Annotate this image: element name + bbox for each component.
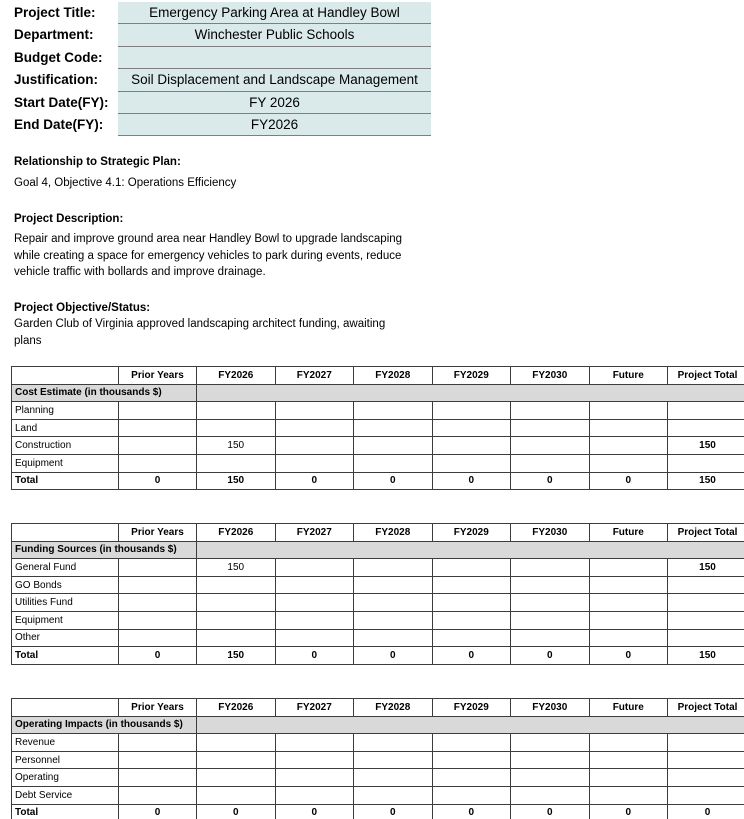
cell[interactable] [119,751,197,769]
cell[interactable] [119,454,197,472]
cell[interactable] [432,769,511,787]
cell[interactable] [354,786,433,804]
table-row [12,786,744,804]
row-label: Utilities Fund [12,594,119,612]
cell[interactable] [197,611,276,629]
table-row [12,454,744,472]
total-cell: 150 [197,472,276,490]
cell[interactable] [275,419,354,437]
cell[interactable] [511,559,590,577]
row-label: Other [12,629,119,647]
cell[interactable]: 150 [668,437,744,455]
project-title-value[interactable]: Emergency Parking Area at Handley Bowl [118,2,431,24]
cell[interactable] [275,454,354,472]
header-blank-cell [12,367,119,385]
column-header: Project Total [668,367,744,385]
cell[interactable] [275,559,354,577]
header-blank-cell [12,699,119,717]
column-header: Project Total [668,699,744,717]
info-label: Project Title: [14,5,96,20]
total-cell: 0 [119,472,197,490]
cell[interactable] [589,576,668,594]
cell[interactable] [275,786,354,804]
table-row [12,734,744,752]
department-value[interactable]: Winchester Public Schools [118,24,431,46]
column-header: Future [589,367,668,385]
cell[interactable] [119,419,197,437]
cell[interactable] [275,734,354,752]
project-objective-heading: Project Objective/Status: [14,302,151,314]
row-label: Planning [12,402,119,420]
cell[interactable] [589,786,668,804]
objective-line: plans [14,334,42,347]
cell[interactable] [589,769,668,787]
cell[interactable] [197,734,276,752]
total-cell: 0 [119,647,197,665]
total-label: Total [12,804,119,819]
column-header: Prior Years [119,367,197,385]
table-section-title: Funding Sources (in thousands $) [12,541,197,559]
cell[interactable] [197,629,276,647]
cell[interactable] [511,769,590,787]
info-row-end-date [12,114,431,136]
cell[interactable] [668,419,744,437]
total-cell: 0 [432,804,511,819]
cell[interactable] [197,594,276,612]
project-info [12,2,431,136]
total-cell: 0 [119,804,197,819]
cell[interactable] [354,611,433,629]
total-cell: 0 [275,647,354,665]
cell[interactable]: 150 [197,559,276,577]
column-header: Future [589,699,668,717]
end-date-value[interactable]: FY2026 [118,114,431,136]
project-description-heading: Project Description: [14,213,124,225]
cell[interactable] [432,594,511,612]
funding-sources-table [11,523,744,665]
project-objective-section [14,300,385,349]
total-cell: 0 [354,472,433,490]
cell[interactable] [668,576,744,594]
cell[interactable] [354,559,433,577]
cell[interactable] [119,734,197,752]
project-description-text[interactable] [14,231,402,280]
cell[interactable] [119,786,197,804]
table-section-row [12,716,744,734]
cell[interactable] [432,611,511,629]
total-cell: 0 [668,804,744,819]
cell[interactable] [511,454,590,472]
cell[interactable] [432,419,511,437]
table-row [12,402,744,420]
column-header: FY2030 [511,699,590,717]
cell[interactable] [589,437,668,455]
strategic-plan-text[interactable]: Goal 4, Objective 4.1: Operations Efficiency [14,177,237,190]
row-label: Construction [12,437,119,455]
row-label: Debt Service [12,786,119,804]
total-cell: 0 [511,647,590,665]
cell[interactable] [432,629,511,647]
cell[interactable] [668,629,744,647]
cell[interactable] [511,576,590,594]
info-row-justification [12,69,431,91]
cell[interactable] [668,611,744,629]
cell[interactable] [432,454,511,472]
cell[interactable] [197,454,276,472]
row-label: Equipment [12,454,119,472]
cell[interactable] [511,419,590,437]
column-header: FY2030 [511,524,590,542]
table-header-row [12,367,744,385]
cell[interactable] [119,769,197,787]
column-header: FY2028 [354,699,433,717]
cell[interactable] [668,751,744,769]
column-header: FY2026 [197,699,276,717]
cell[interactable] [589,402,668,420]
info-label: End Date(FY): [14,116,104,132]
column-header: FY2029 [432,367,511,385]
cell[interactable] [197,751,276,769]
justification-value[interactable]: Soil Displacement and Landscape Management [118,69,431,91]
cell[interactable] [511,402,590,420]
total-cell: 0 [354,804,433,819]
cell[interactable] [354,734,433,752]
cell[interactable] [432,402,511,420]
cell[interactable] [354,419,433,437]
total-label: Total [12,647,119,665]
total-cell: 0 [432,647,511,665]
cell[interactable] [119,611,197,629]
cell[interactable] [511,734,590,752]
cell[interactable] [275,576,354,594]
info-label: Budget Code: [14,49,103,65]
cell[interactable] [354,402,433,420]
cell[interactable] [197,576,276,594]
info-label: Start Date(FY): [14,94,109,110]
cell[interactable] [432,576,511,594]
header-blank-cell [12,524,119,542]
total-cell: 0 [275,804,354,819]
column-header: FY2028 [354,367,433,385]
info-row-department [12,24,431,46]
total-cell: 0 [589,472,668,490]
column-header: FY2027 [275,699,354,717]
cell[interactable] [511,594,590,612]
cell[interactable] [432,734,511,752]
table-total-row [12,472,744,490]
cell[interactable] [432,751,511,769]
strategic-plan-heading: Relationship to Strategic Plan: [14,156,181,168]
row-label: Revenue [12,734,119,752]
cell[interactable] [589,454,668,472]
column-header: FY2026 [197,524,276,542]
start-date-value[interactable]: FY 2026 [118,92,431,114]
total-cell: 150 [668,472,744,490]
info-row-title [12,2,431,24]
row-label: Personnel [12,751,119,769]
column-header: Prior Years [119,699,197,717]
info-label: Department: [14,27,94,43]
cell[interactable] [119,402,197,420]
cell[interactable] [275,629,354,647]
column-header: FY2028 [354,524,433,542]
budget-code-value[interactable] [118,47,431,69]
section-fill [197,384,744,402]
table-section-title: Operating Impacts (in thousands $) [12,716,197,734]
column-header: Future [589,524,668,542]
table-row [12,751,744,769]
strategic-plan-section [14,154,236,192]
cell[interactable] [432,437,511,455]
table-header-row [12,699,744,717]
cell[interactable] [668,734,744,752]
cell[interactable] [432,559,511,577]
column-header: Prior Years [119,524,197,542]
description-line: while creating a space for emergency vehicles to park during events, reduce [14,249,402,262]
total-cell: 0 [275,472,354,490]
table-header-row [12,524,744,542]
cell[interactable]: 150 [668,559,744,577]
column-header: FY2027 [275,524,354,542]
cell[interactable] [119,629,197,647]
column-header: Project Total [668,524,744,542]
total-cell: 150 [197,647,276,665]
total-cell: 0 [589,804,668,819]
info-row-start-date [12,92,431,114]
table-row [12,419,744,437]
total-cell: 0 [354,647,433,665]
project-objective-text[interactable] [14,316,385,349]
cell[interactable] [354,594,433,612]
row-label: Operating [12,769,119,787]
cell[interactable] [511,611,590,629]
info-row-budget-code [12,47,431,69]
column-header: FY2029 [432,699,511,717]
column-header: FY2027 [275,367,354,385]
cell[interactable] [668,594,744,612]
cell[interactable] [197,769,276,787]
description-line: Repair and improve ground area near Handley Bowl to upgrade landscaping [14,233,403,246]
row-label: Land [12,419,119,437]
cell[interactable] [354,629,433,647]
cell[interactable] [354,769,433,787]
cell[interactable] [668,769,744,787]
info-label: Justification: [14,72,99,88]
table-total-row [12,647,744,665]
column-header: FY2026 [197,367,276,385]
cell[interactable]: 150 [197,437,276,455]
row-label: GO Bonds [12,576,119,594]
section-fill [197,716,744,734]
total-cell: 0 [589,647,668,665]
cell[interactable] [275,751,354,769]
cell[interactable] [275,611,354,629]
table-row [12,437,744,455]
table-total-row [12,804,744,819]
column-header: FY2030 [511,367,590,385]
row-label: Equipment [12,611,119,629]
total-cell: 0 [432,472,511,490]
cell[interactable] [589,751,668,769]
cell[interactable] [589,629,668,647]
cell[interactable] [589,594,668,612]
row-label: General Fund [12,559,119,577]
cell[interactable] [119,594,197,612]
table-row [12,769,744,787]
cell[interactable] [275,769,354,787]
cell[interactable] [197,402,276,420]
cell[interactable] [354,454,433,472]
total-label: Total [12,472,119,490]
table-row [12,629,744,647]
cell[interactable] [668,454,744,472]
table-row [12,594,744,612]
table-section-row [12,384,744,402]
cell[interactable] [119,576,197,594]
cell[interactable] [275,594,354,612]
cell[interactable] [511,437,590,455]
total-cell: 0 [197,804,276,819]
cost-estimate-table [11,366,744,490]
table-row [12,611,744,629]
project-description-section [14,211,402,281]
cell[interactable] [119,559,197,577]
cell[interactable] [275,402,354,420]
cell[interactable] [589,611,668,629]
cell[interactable] [354,576,433,594]
cell[interactable] [589,559,668,577]
column-header: FY2029 [432,524,511,542]
cell[interactable] [511,786,590,804]
table-section-title: Cost Estimate (in thousands $) [12,384,197,402]
cell[interactable] [668,402,744,420]
table-section-row [12,541,744,559]
cell[interactable] [275,437,354,455]
section-fill [197,541,744,559]
description-line: vehicle traffic with bollards and improve drainage. [14,266,266,279]
objective-line: Garden Club of Virginia approved landscaping architect funding, awaiting [14,318,386,331]
cell[interactable] [432,786,511,804]
cell[interactable] [511,751,590,769]
cell[interactable] [511,629,590,647]
cell[interactable] [354,751,433,769]
total-cell: 150 [668,647,744,665]
total-cell: 0 [511,472,590,490]
cell[interactable] [589,734,668,752]
operating-impacts-table [11,698,744,819]
cell[interactable] [354,437,433,455]
cell[interactable] [197,786,276,804]
cell[interactable] [197,419,276,437]
cell[interactable] [119,437,197,455]
total-cell: 0 [511,804,590,819]
cell[interactable] [589,419,668,437]
table-row [12,576,744,594]
cell[interactable] [668,786,744,804]
table-row [12,559,744,577]
